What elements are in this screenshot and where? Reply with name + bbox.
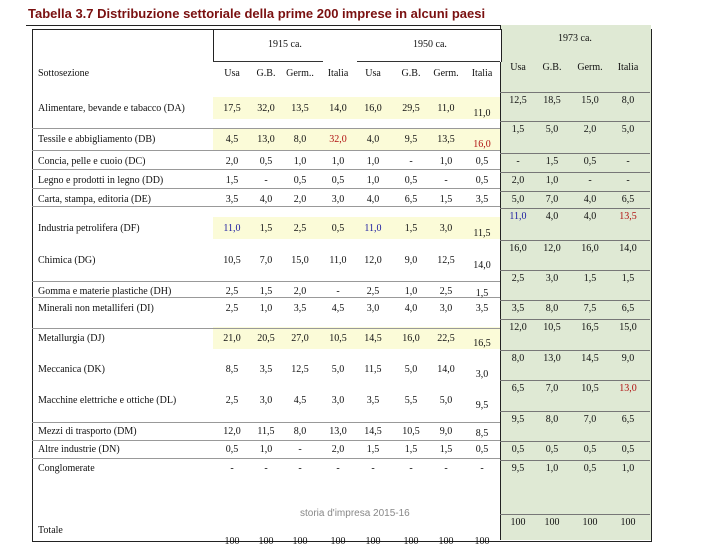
table-cell: 100 bbox=[582, 517, 598, 528]
row-separator bbox=[32, 128, 500, 129]
table-cell: 4,0 bbox=[366, 194, 380, 205]
table-cell: 2,5 bbox=[439, 286, 453, 297]
table-cell: 8,0 bbox=[545, 303, 559, 314]
table-cell: 4,0 bbox=[545, 211, 559, 222]
row-separator-1973 bbox=[500, 441, 650, 442]
table-cell: 1,5 bbox=[621, 273, 635, 284]
table-cell: 1,0 bbox=[259, 303, 273, 314]
table-cell: 20,5 bbox=[257, 333, 275, 344]
table-cell: 0,5 bbox=[545, 444, 559, 455]
table-cell: 9,5 bbox=[404, 134, 418, 145]
table-cell: 22,5 bbox=[437, 333, 455, 344]
table-cell: - bbox=[444, 175, 448, 186]
table-cell: 1,5 bbox=[404, 444, 418, 455]
row-label: Altre industrie (DN) bbox=[38, 444, 120, 455]
table-cell: 13,0 bbox=[543, 353, 561, 364]
table-cell: 11,0 bbox=[329, 255, 347, 266]
table-cell: 2,5 bbox=[225, 286, 239, 297]
row-label: Carta, stampa, editoria (DE) bbox=[38, 194, 152, 205]
table-cell: 1,0 bbox=[366, 175, 380, 186]
table-cell: 100 bbox=[620, 517, 636, 528]
table-cell: 100 bbox=[224, 536, 240, 547]
table-cell: 9,5 bbox=[475, 400, 489, 411]
table-cell: 6,5 bbox=[511, 383, 525, 394]
table-cell: 100 bbox=[438, 536, 454, 547]
table-cell: 3,5 bbox=[475, 194, 489, 205]
table-cell: 1,0 bbox=[404, 286, 418, 297]
country-header-1973-3: Italia bbox=[617, 62, 639, 73]
country-header-1915-3: Italia bbox=[327, 68, 349, 79]
table-cell: 17,5 bbox=[223, 103, 241, 114]
row-label: Mezzi di trasporto (DM) bbox=[38, 426, 137, 437]
table-cell: 11,0 bbox=[223, 223, 241, 234]
table-cell: 3,5 bbox=[511, 303, 525, 314]
table-cell: 13,5 bbox=[619, 211, 637, 222]
table-cell: 0,5 bbox=[331, 223, 345, 234]
table-cell: 0,5 bbox=[511, 444, 525, 455]
table-cell: 1,5 bbox=[583, 273, 597, 284]
table-cell: 12,5 bbox=[437, 255, 455, 266]
table-cell: 1,5 bbox=[439, 194, 453, 205]
row-separator bbox=[32, 422, 500, 423]
table-cell: 14,0 bbox=[619, 243, 637, 254]
row-separator-1973 bbox=[500, 172, 650, 173]
table-cell: 12,0 bbox=[364, 255, 382, 266]
row-separator bbox=[32, 297, 500, 298]
country-header-1915-0: Usa bbox=[224, 68, 240, 79]
table-cell: 100 bbox=[258, 536, 274, 547]
table-cell: 2,0 bbox=[583, 124, 597, 135]
table-cell: 2,0 bbox=[293, 286, 307, 297]
table-cell: 5,0 bbox=[439, 395, 453, 406]
table-cell: 4,0 bbox=[366, 134, 380, 145]
table-cell: 15,0 bbox=[581, 95, 599, 106]
table-cell: - bbox=[409, 156, 413, 167]
table-cell: 0,5 bbox=[583, 444, 597, 455]
table-cell: 16,5 bbox=[581, 322, 599, 333]
row-label: Meccanica (DK) bbox=[38, 364, 105, 375]
table-cell: 4,5 bbox=[293, 395, 307, 406]
table-cell: 12,0 bbox=[543, 243, 561, 254]
table-cell: 4,0 bbox=[583, 211, 597, 222]
table-cell: - bbox=[230, 463, 234, 474]
table-cell: 0,5 bbox=[475, 175, 489, 186]
table-cell: 5,0 bbox=[511, 194, 525, 205]
country-header-1915-2: Germ.. bbox=[286, 68, 314, 79]
table-cell: - bbox=[516, 156, 520, 167]
table-cell: 27,0 bbox=[291, 333, 309, 344]
table-cell: 8,5 bbox=[225, 364, 239, 375]
row-separator-1973 bbox=[500, 240, 650, 241]
row-separator bbox=[32, 206, 500, 207]
header-rule-1915 bbox=[213, 61, 323, 62]
row-separator-1973 bbox=[500, 319, 650, 320]
table-cell: 5,0 bbox=[331, 364, 345, 375]
table-cell: 10,5 bbox=[543, 322, 561, 333]
table-cell: 15,0 bbox=[619, 322, 637, 333]
row-separator bbox=[32, 281, 500, 282]
table-cell: 4,0 bbox=[259, 194, 273, 205]
table-cell: 13,0 bbox=[329, 426, 347, 437]
table-cell: 6,5 bbox=[621, 194, 635, 205]
country-header-1950-1: G.B. bbox=[401, 68, 421, 79]
table-cell: 16,0 bbox=[509, 243, 527, 254]
table-cell: 4,0 bbox=[404, 303, 418, 314]
row-separator bbox=[32, 440, 500, 441]
row-label-header: Sottosezione bbox=[38, 68, 90, 79]
table-cell: - bbox=[336, 463, 340, 474]
table-cell: 1,0 bbox=[545, 463, 559, 474]
table-cell: 1,5 bbox=[545, 156, 559, 167]
table-cell: 1,0 bbox=[621, 463, 635, 474]
table-cell: 1,0 bbox=[293, 156, 307, 167]
table-cell: - bbox=[371, 463, 375, 474]
table-cell: 14,5 bbox=[364, 333, 382, 344]
table-cell: 100 bbox=[510, 517, 526, 528]
table-cell: - bbox=[588, 175, 592, 186]
country-header-1973-1: G.B. bbox=[542, 62, 562, 73]
table-cell: 3,5 bbox=[293, 303, 307, 314]
table-cell: 5,0 bbox=[621, 124, 635, 135]
country-header-1950-3: Italia bbox=[471, 68, 493, 79]
row-label: Alimentare, bevande e tabacco (DA) bbox=[38, 103, 185, 114]
table-cell: 16,0 bbox=[473, 139, 491, 150]
table-cell: 32,0 bbox=[257, 103, 275, 114]
row-separator-1973 bbox=[500, 153, 650, 154]
row-separator-1973 bbox=[500, 300, 650, 301]
table-cell: - bbox=[444, 463, 448, 474]
table-cell: 3,0 bbox=[259, 395, 273, 406]
table-cell: 1,5 bbox=[259, 223, 273, 234]
table-cell: 29,5 bbox=[402, 103, 420, 114]
table-cell: 6,5 bbox=[621, 303, 635, 314]
table-cell: 13,0 bbox=[619, 383, 637, 394]
table-cell: 2,0 bbox=[511, 175, 525, 186]
row-label: Gomma e materie plastiche (DH) bbox=[38, 286, 172, 297]
row-separator bbox=[32, 458, 500, 459]
table-cell: 0,5 bbox=[225, 444, 239, 455]
table-cell: 1,0 bbox=[331, 156, 345, 167]
table-cell: 4,5 bbox=[225, 134, 239, 145]
table-cell: 100 bbox=[474, 536, 490, 547]
table-cell: 0,5 bbox=[475, 156, 489, 167]
table-cell: 0,5 bbox=[404, 175, 418, 186]
row-label: Totale bbox=[38, 525, 63, 536]
table-cell: 1,0 bbox=[545, 175, 559, 186]
row-separator bbox=[32, 169, 500, 170]
table-cell: 3,0 bbox=[366, 303, 380, 314]
table-cell: 2,5 bbox=[511, 273, 525, 284]
row-separator-1973 bbox=[500, 514, 650, 515]
table-cell: - bbox=[626, 175, 630, 186]
table-cell: 10,5 bbox=[223, 255, 241, 266]
row-label: Tessile e abbigliamento (DB) bbox=[38, 134, 156, 145]
table-cell: 10,5 bbox=[581, 383, 599, 394]
table-cell: 7,0 bbox=[583, 414, 597, 425]
row-separator-1973 bbox=[500, 380, 650, 381]
row-separator bbox=[32, 188, 500, 189]
table-cell: - bbox=[336, 286, 340, 297]
table-cell: 7,5 bbox=[583, 303, 597, 314]
table-cell: 0,5 bbox=[331, 175, 345, 186]
table-cell: 5,0 bbox=[545, 124, 559, 135]
table-cell: 7,0 bbox=[259, 255, 273, 266]
table-cell: 11,0 bbox=[437, 103, 455, 114]
table-cell: 3,0 bbox=[439, 303, 453, 314]
table-cell: 10,5 bbox=[402, 426, 420, 437]
table-cell: 8,0 bbox=[511, 353, 525, 364]
table-cell: 6,5 bbox=[621, 414, 635, 425]
table-cell: 0,5 bbox=[475, 444, 489, 455]
country-header-1973-2: Germ. bbox=[577, 62, 603, 73]
table-cell: - bbox=[626, 156, 630, 167]
table-cell: 3,0 bbox=[545, 273, 559, 284]
table-cell: 1,5 bbox=[511, 124, 525, 135]
table-cell: 8,0 bbox=[293, 426, 307, 437]
table-cell: 1,5 bbox=[475, 288, 489, 299]
table-cell: 8,0 bbox=[545, 414, 559, 425]
header-rule-1950 bbox=[357, 61, 500, 62]
table-cell: 3,5 bbox=[475, 303, 489, 314]
table-cell: 4,0 bbox=[583, 194, 597, 205]
table-cell: 1,0 bbox=[439, 156, 453, 167]
table-cell: 3,5 bbox=[366, 395, 380, 406]
table-cell: 9,0 bbox=[621, 353, 635, 364]
table-cell: 0,5 bbox=[583, 463, 597, 474]
table-cell: 6,5 bbox=[404, 194, 418, 205]
table-cell: 11,0 bbox=[509, 211, 527, 222]
table-cell: 100 bbox=[330, 536, 346, 547]
table-cell: 100 bbox=[292, 536, 308, 547]
table-cell: 15,0 bbox=[291, 255, 309, 266]
table-cell: - bbox=[298, 463, 302, 474]
table-cell: 0,5 bbox=[259, 156, 273, 167]
table-cell: 13,5 bbox=[437, 134, 455, 145]
row-separator-1973 bbox=[500, 191, 650, 192]
table-cell: 11,0 bbox=[473, 108, 491, 119]
row-separator-1973 bbox=[500, 270, 650, 271]
table-cell: 13,0 bbox=[257, 134, 275, 145]
table-cell: 3,0 bbox=[439, 223, 453, 234]
table-cell: 14,5 bbox=[364, 426, 382, 437]
table-cell: 11,5 bbox=[473, 228, 491, 239]
period-1915-label: 1915 ca. bbox=[268, 39, 302, 50]
table-cell: 100 bbox=[403, 536, 419, 547]
table-cell: 32,0 bbox=[329, 134, 347, 145]
table-cell: 2,0 bbox=[331, 444, 345, 455]
table-cell: 2,5 bbox=[366, 286, 380, 297]
table-cell: 5,5 bbox=[404, 395, 418, 406]
table-cell: 14,5 bbox=[581, 353, 599, 364]
row-separator-1973 bbox=[500, 92, 650, 93]
table-cell: 14,0 bbox=[437, 364, 455, 375]
table-cell: 2,0 bbox=[293, 194, 307, 205]
table-cell: 16,0 bbox=[581, 243, 599, 254]
table-cell: 13,5 bbox=[291, 103, 309, 114]
table-cell: 16,0 bbox=[402, 333, 420, 344]
row-label: Conglomerate bbox=[38, 463, 95, 474]
table-cell: 3,5 bbox=[225, 194, 239, 205]
table-cell: 1,0 bbox=[259, 444, 273, 455]
table-cell: 1,5 bbox=[439, 444, 453, 455]
table-cell: - bbox=[409, 463, 413, 474]
table-cell: 3,0 bbox=[331, 194, 345, 205]
table-cell: 16,0 bbox=[364, 103, 382, 114]
table-cell: 2,0 bbox=[225, 156, 239, 167]
table-cell: - bbox=[480, 463, 484, 474]
row-separator-1973 bbox=[500, 460, 650, 461]
table-cell: 7,0 bbox=[545, 194, 559, 205]
table-cell: 9,0 bbox=[404, 255, 418, 266]
table-cell: 3,5 bbox=[259, 364, 273, 375]
table-cell: 3,0 bbox=[331, 395, 345, 406]
title-underline bbox=[26, 25, 522, 26]
table-cell: 12,5 bbox=[509, 95, 527, 106]
table-cell: 14,0 bbox=[473, 260, 491, 271]
table-cell: 4,5 bbox=[331, 303, 345, 314]
row-label: Concia, pelle e cuoio (DC) bbox=[38, 156, 146, 167]
table-cell: 100 bbox=[544, 517, 560, 528]
table-cell: 8,0 bbox=[293, 134, 307, 145]
table-cell: 8,0 bbox=[621, 95, 635, 106]
row-separator bbox=[32, 328, 500, 329]
table-cell: 12,5 bbox=[291, 364, 309, 375]
table-cell: 7,0 bbox=[545, 383, 559, 394]
table-cell: 14,0 bbox=[329, 103, 347, 114]
table-cell: 21,0 bbox=[223, 333, 241, 344]
table-cell: 0,5 bbox=[621, 444, 635, 455]
table-cell: 11,5 bbox=[257, 426, 275, 437]
table-cell: - bbox=[298, 444, 302, 455]
table-cell: 1,5 bbox=[259, 286, 273, 297]
row-label: Metallurgia (DJ) bbox=[38, 333, 105, 344]
table-cell: 2,5 bbox=[225, 395, 239, 406]
table-cell: 10,5 bbox=[329, 333, 347, 344]
table-cell: 9,5 bbox=[511, 414, 525, 425]
table-cell: 2,5 bbox=[293, 223, 307, 234]
table-cell: 1,5 bbox=[225, 175, 239, 186]
row-label: Minerali non metalliferi (DI) bbox=[38, 303, 154, 314]
row-separator-1973 bbox=[500, 121, 650, 122]
row-label: Legno e prodotti in legno (DD) bbox=[38, 175, 164, 186]
table-cell: 0,5 bbox=[583, 156, 597, 167]
country-header-1950-0: Usa bbox=[365, 68, 381, 79]
country-header-1950-2: Germ. bbox=[433, 68, 459, 79]
table-cell: 2,5 bbox=[225, 303, 239, 314]
table-cell: 3,0 bbox=[475, 369, 489, 380]
table-cell: 11,5 bbox=[364, 364, 382, 375]
row-separator-1973 bbox=[500, 411, 650, 412]
country-header-1915-1: G.B. bbox=[256, 68, 276, 79]
row-separator bbox=[32, 150, 500, 151]
table-cell: 9,0 bbox=[439, 426, 453, 437]
table-title: Tabella 3.7 Distribuzione settoriale della prime 200 imprese in alcuni paesi bbox=[28, 6, 486, 21]
table-cell: 12,0 bbox=[509, 322, 527, 333]
table-cell: 18,5 bbox=[543, 95, 561, 106]
table-cell: 11,0 bbox=[364, 223, 382, 234]
row-label: Chimica (DG) bbox=[38, 255, 96, 266]
table-cell: - bbox=[264, 463, 268, 474]
row-label: Macchine elettriche e ottiche (DL) bbox=[38, 395, 177, 406]
table-cell: 9,5 bbox=[511, 463, 525, 474]
period-header-band bbox=[213, 29, 502, 62]
table-cell: 5,0 bbox=[404, 364, 418, 375]
table-cell: 1,5 bbox=[366, 444, 380, 455]
table-cell: 12,0 bbox=[223, 426, 241, 437]
table-cell: 16,5 bbox=[473, 338, 491, 349]
table-cell: 1,5 bbox=[404, 223, 418, 234]
period-1950-label: 1950 ca. bbox=[413, 39, 447, 50]
country-header-1973-0: Usa bbox=[510, 62, 526, 73]
table-cell: 100 bbox=[365, 536, 381, 547]
row-separator-1973 bbox=[500, 350, 650, 351]
watermark-text: storia d'impresa 2015-16 bbox=[300, 508, 410, 519]
table-cell: 8,5 bbox=[475, 428, 489, 439]
table-cell: 0,5 bbox=[293, 175, 307, 186]
row-separator-1973 bbox=[500, 208, 650, 209]
period-1973-label: 1973 ca. bbox=[558, 33, 592, 44]
table-cell: - bbox=[264, 175, 268, 186]
row-label: Industria petrolifera (DF) bbox=[38, 223, 140, 234]
table-cell: 1,0 bbox=[366, 156, 380, 167]
